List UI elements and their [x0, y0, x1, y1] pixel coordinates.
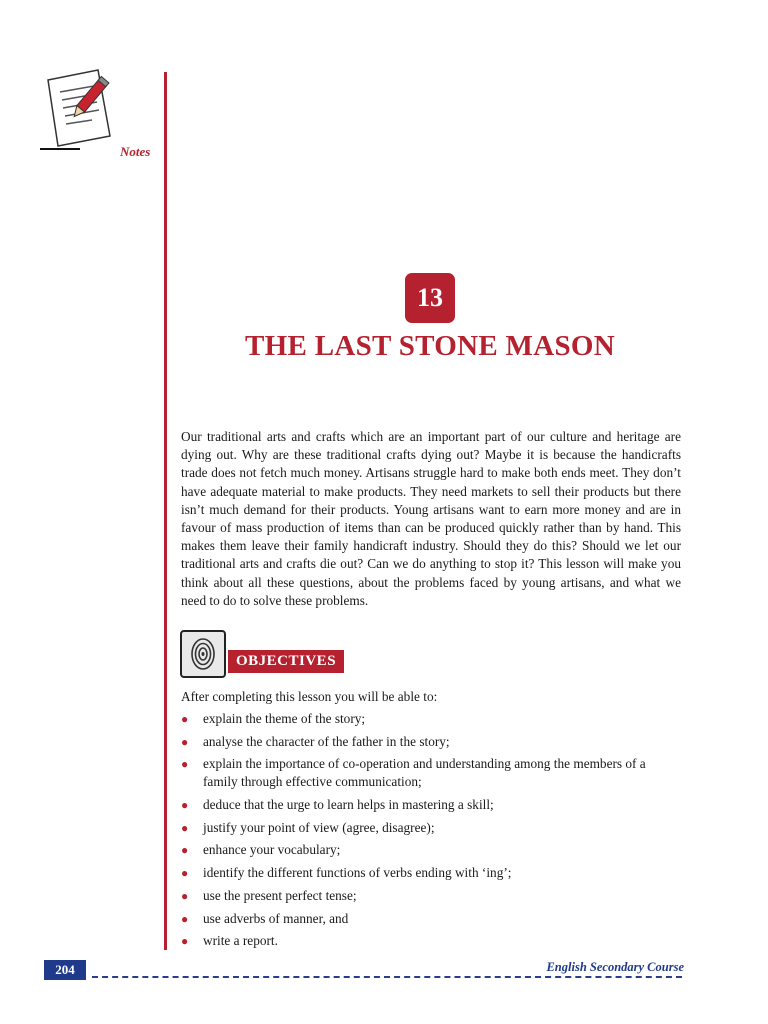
- bullet-icon: ●: [181, 911, 189, 926]
- margin-vertical-rule: [164, 72, 167, 950]
- bullet-icon: ●: [181, 866, 189, 881]
- margin-rule-short: [40, 148, 80, 150]
- bullet-icon: ●: [181, 734, 189, 749]
- list-item: ● explain the importance of co-operation and understanding among the members of a family through effective communication;: [181, 756, 646, 790]
- list-item: ● deduce that the urge to learn helps in mastering a skill;: [181, 797, 494, 813]
- footer-dashed-rule: [92, 976, 682, 978]
- bullet-icon: ●: [181, 888, 189, 903]
- bullet-icon: ●: [181, 820, 189, 835]
- notes-label: Notes: [120, 144, 151, 159]
- bullet-icon: ●: [181, 712, 189, 726]
- list-item: ● write a report.: [181, 933, 278, 949]
- footer-course-title: English Secondary Course: [500, 960, 684, 975]
- list-item: ● explain the theme of the story;: [181, 711, 366, 726]
- bullet-icon: ●: [181, 934, 189, 949]
- list-item: ● enhance your vocabulary;: [181, 842, 341, 858]
- chapter-title: THE LAST STONE MASON: [245, 330, 615, 362]
- list-item: ● analyse the character of the father in the story;: [181, 733, 450, 749]
- objectives-heading: OBJECTIVES: [228, 650, 344, 673]
- intro-paragraph: Our traditional arts and crafts which are an important part of our culture and heritage are dying out. Why are these traditional crafts dying out? Maybe it is because the handicrafts trade does not fetch much money. Artisans struggle hard to make both ends meet. They don’t have adequate material to make products. They need markets to sell their products but there isn’t much demand for their products. Young artisans want to earn more money and are in favour of mass production of items than can be produced quickly rather than by hand. This makes them leave their family handicraft industry. Should they do this? Should we let our traditional arts and crafts die out? Can we do anything to stop it? This lesson will make you think about all these questions, about the problems faced by young artisans, and what we need to do to solve these problems.: [181, 429, 681, 608]
- notes-pencil-icon: [44, 66, 120, 150]
- bullet-icon: ●: [181, 757, 189, 772]
- chapter-number-badge: 13: [405, 273, 455, 323]
- list-item: ● use adverbs of manner, and: [181, 910, 349, 926]
- bullet-icon: ●: [181, 843, 189, 858]
- page-number: 204: [44, 960, 86, 980]
- list-item: ● use the present perfect tense;: [181, 887, 357, 903]
- list-item: ● identify the different functions of verbs ending with ‘ing’;: [181, 865, 512, 881]
- objectives-lead: After completing this lesson you will be able to:: [181, 689, 438, 704]
- objectives-list: [181, 710, 681, 955]
- bullet-icon: ●: [181, 798, 189, 813]
- target-icon: [180, 630, 226, 678]
- list-item: ● justify your point of view (agree, disagree);: [181, 819, 435, 835]
